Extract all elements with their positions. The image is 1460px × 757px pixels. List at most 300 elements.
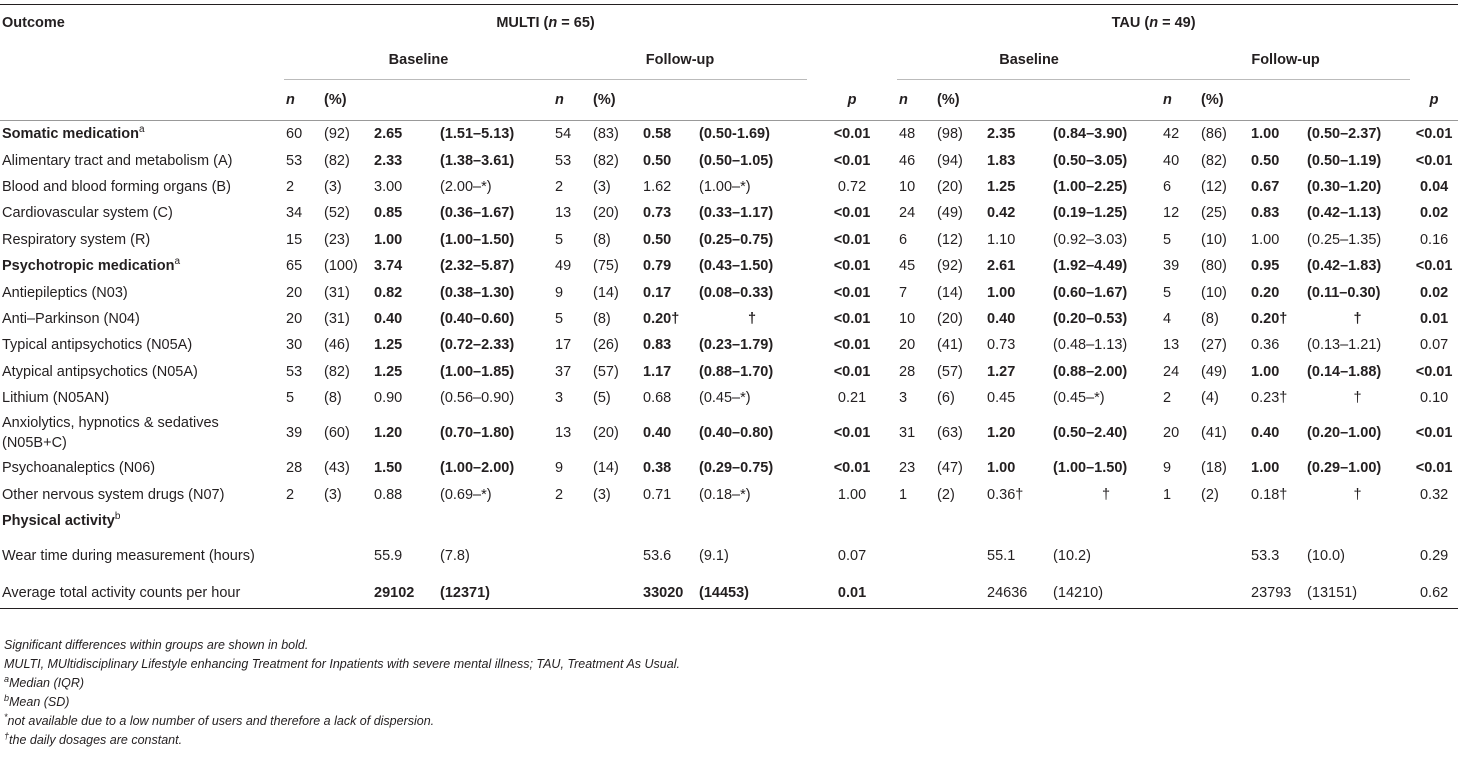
table-cell: <0.01 (833, 310, 871, 327)
table-cell: (0.50–1.05) (699, 152, 774, 169)
table-cell: <0.01 (1415, 152, 1453, 169)
table-cell (1199, 578, 1249, 609)
table-cell: <0.01 (833, 363, 871, 380)
table-cell: 0.95 (1251, 258, 1280, 275)
table-cell (284, 508, 322, 534)
table-cell: 0.73 (643, 205, 672, 222)
row-label: Respiratory system (R) (2, 231, 151, 248)
row-label: Anxiolytics, hypnotics & sedatives (N05B+C) (2, 415, 219, 452)
table-cell: 1.25 (374, 337, 403, 354)
table-cell: 0.36 (1251, 337, 1280, 354)
table-cell: <0.01 (833, 126, 871, 143)
table-cell (1410, 508, 1458, 534)
table-cell: 3 (555, 390, 564, 407)
table-cell: (80) (1201, 258, 1227, 275)
table-cell: 20 (899, 337, 916, 354)
table-cell: 53.6 (643, 548, 672, 565)
table-cell: 0.40 (1251, 425, 1280, 442)
table-cell: 2.65 (374, 126, 403, 143)
table-cell: (0.48–1.13) (1053, 337, 1128, 354)
table-cell: (14) (593, 460, 619, 477)
header-n: n (553, 80, 591, 121)
table-cell: 34 (286, 205, 303, 222)
table-cell: † (1353, 310, 1362, 327)
table-cell: 0.07 (837, 548, 867, 565)
table-cell: (0.30–1.20) (1307, 178, 1382, 195)
table-cell: 28 (286, 460, 303, 477)
table-cell: (1.00–1.85) (440, 363, 515, 380)
table-cell: (23) (324, 231, 350, 248)
table-cell: 0.58 (643, 126, 672, 143)
table-cell: 0.23† (1251, 390, 1288, 407)
table-cell: (0.60–1.67) (1053, 284, 1128, 301)
table-cell: (6) (937, 390, 955, 407)
table-row (0, 147, 1458, 173)
table-cell: 1.00 (1251, 126, 1280, 143)
table-cell: (3) (593, 486, 611, 503)
table-cell: 42 (1163, 126, 1180, 143)
table-cell: 5 (1163, 284, 1172, 301)
table-cell: † (1353, 486, 1362, 503)
table-cell: (75) (593, 258, 619, 275)
table-cell: (14453) (697, 578, 807, 609)
header-outcome: Outcome (0, 5, 284, 42)
table-cell: 13 (555, 425, 572, 442)
table-cell: 10 (899, 310, 916, 327)
table-cell: 0.88 (374, 486, 403, 503)
table-cell: (2.32–5.87) (440, 258, 515, 275)
table-row (0, 306, 1458, 332)
table-cell: 4 (1163, 310, 1172, 327)
row-label: Psychotropic medication$^a$ (2, 256, 180, 275)
row-label: Anti–Parkinson (N04) (2, 310, 140, 327)
table-cell: (0.13–1.21) (1307, 337, 1382, 354)
table-cell: 0.62 (1410, 578, 1458, 609)
table-cell: (82) (1201, 152, 1227, 169)
table-cell: (7.8) (440, 548, 470, 565)
table-row (0, 411, 1458, 455)
table-cell: (63) (937, 425, 963, 442)
table-cell: 0.73 (987, 337, 1016, 354)
table-cell: 1.00 (837, 486, 867, 503)
table-cell (1199, 508, 1249, 534)
table-cell: 0.20† (1251, 310, 1288, 327)
table-cell: 0.40 (374, 310, 403, 327)
table-row (0, 482, 1458, 508)
table-cell: (82) (324, 363, 350, 380)
table-cell: (57) (937, 363, 963, 380)
table-cell: 53 (286, 152, 303, 169)
table-cell: 54 (555, 126, 572, 143)
table-cell: 1.00 (1251, 231, 1280, 248)
table-cell: 5 (286, 390, 295, 407)
row-label: Psychoanaleptics (N06) (2, 460, 156, 477)
table-cell: (0.92–3.03) (1053, 231, 1128, 248)
table-cell: (0.36–1.67) (440, 205, 515, 222)
table-cell: (0.43–1.50) (699, 258, 774, 275)
table-cell (897, 578, 935, 609)
table-cell: (2.00–*) (440, 178, 492, 195)
table-row (0, 508, 1458, 534)
table-cell: <0.01 (833, 284, 871, 301)
table-cell (322, 534, 372, 578)
table-cell: <0.01 (833, 152, 871, 169)
header-pct: (%) (935, 80, 985, 121)
table-cell: 0.42 (987, 205, 1016, 222)
table-cell: 0.10 (1419, 390, 1449, 407)
header-multi-followup: Follow-up (553, 41, 807, 80)
table-cell: <0.01 (1415, 363, 1453, 380)
row-label: Atypical antipsychotics (N05A) (2, 363, 198, 380)
table-cell: 20 (286, 310, 303, 327)
table-cell: 0.21 (837, 390, 867, 407)
table-cell: (0.08–0.33) (699, 284, 774, 301)
table-cell: (0.29–1.00) (1307, 460, 1382, 477)
table-cell: <0.01 (1415, 460, 1453, 477)
table-cell: (82) (324, 152, 350, 169)
table-cell: (83) (593, 126, 619, 143)
table-cell: (0.50-1.69) (699, 126, 770, 143)
table-cell: (12371) (438, 578, 553, 609)
table-cell: 1.00 (987, 284, 1016, 301)
table-cell: 30 (286, 337, 303, 354)
table-cell: (0.42–1.83) (1307, 258, 1382, 275)
table-cell: 39 (286, 425, 303, 442)
table-cell (897, 508, 935, 534)
row-label: Wear time during measurement (hours) (2, 548, 255, 565)
table-cell (322, 578, 372, 609)
footnote-b: $^b$Mean (SD) (4, 692, 70, 709)
table-cell: (43) (324, 460, 350, 477)
table-cell: 1.00 (1251, 363, 1280, 380)
table-cell: 2 (286, 178, 295, 195)
header-multi-baseline: Baseline (284, 41, 553, 80)
table-cell (935, 508, 985, 534)
table-cell: <0.01 (1415, 425, 1453, 442)
table-cell (591, 578, 641, 609)
row-label: Antiepileptics (N03) (2, 284, 128, 301)
table-cell (553, 508, 591, 534)
table-cell: <0.01 (833, 205, 871, 222)
table-cell: 1.27 (987, 363, 1016, 380)
header-multi: MULTI (n = 65) (496, 15, 595, 31)
table-cell: 1.00 (987, 460, 1016, 477)
table-row (0, 227, 1458, 253)
table-cell: 0.40 (987, 310, 1016, 327)
table-cell (553, 578, 591, 609)
table-cell: 2 (286, 486, 295, 503)
table-cell: (0.18–*) (699, 486, 751, 503)
table-cell: 1.25 (374, 363, 403, 380)
table-cell: 24 (1163, 363, 1180, 380)
table-cell: (0.20–1.00) (1307, 425, 1382, 442)
table-cell: 3 (899, 390, 908, 407)
table-cell: 0.32 (1419, 486, 1449, 503)
table-cell: (0.25–1.35) (1307, 231, 1382, 248)
table-cell: 9 (1163, 460, 1172, 477)
table-cell: (14) (593, 284, 619, 301)
footnote-abbrev: MULTI, MUltidisciplinary Lifestyle enhancing Treatment for Inpatients with severe mental illness; TAU, Treatment As Usual. (4, 657, 680, 671)
table-cell: (100) (324, 258, 358, 275)
table-cell: 53 (286, 363, 303, 380)
table-row (0, 534, 1458, 578)
table-cell: (60) (324, 425, 350, 442)
table-cell: (49) (937, 205, 963, 222)
table-cell (1161, 578, 1199, 609)
table-cell: 0.40 (643, 425, 672, 442)
table-cell: (12) (1201, 178, 1227, 195)
footnote-a: $^a$Median (IQR) (4, 673, 85, 690)
table-cell (284, 578, 322, 609)
table-cell: (0.45–*) (699, 390, 751, 407)
table-cell: 31 (899, 425, 916, 442)
table-row (0, 174, 1458, 200)
table-cell: (0.25–0.75) (699, 231, 774, 248)
table-cell: <0.01 (833, 425, 871, 442)
header-pct: (%) (322, 80, 372, 121)
table-row (0, 359, 1458, 385)
table-cell: 0.83 (1251, 205, 1280, 222)
table-cell: (3) (324, 178, 342, 195)
table-cell (591, 534, 641, 578)
table-cell: 9 (555, 460, 564, 477)
table-cell: (41) (1201, 425, 1227, 442)
table-cell: 5 (1163, 231, 1172, 248)
table-cell (935, 578, 985, 609)
table-cell: 0.07 (1419, 337, 1449, 354)
table-cell: 24636 (985, 578, 1051, 609)
table-cell: (10.2) (1053, 548, 1091, 565)
table-cell: (0.88–2.00) (1053, 363, 1128, 380)
table-cell: 10 (899, 178, 916, 195)
table-cell: (0.72–2.33) (440, 337, 515, 354)
table-cell: 0.67 (1251, 178, 1280, 195)
table-cell (1305, 508, 1410, 534)
table-cell: (1.00–*) (699, 178, 751, 195)
header-tau: TAU (n = 49) (1111, 15, 1196, 31)
table-cell: (18) (1201, 460, 1227, 477)
table-cell: (9.1) (699, 548, 729, 565)
table-cell: 28 (899, 363, 916, 380)
table-cell: (20) (593, 205, 619, 222)
table-cell: 23 (899, 460, 916, 477)
table-cell: 0.20† (643, 310, 680, 327)
table-cell: 17 (555, 337, 572, 354)
table-cell: (1.92–4.49) (1053, 258, 1128, 275)
table-cell: 1.25 (987, 178, 1016, 195)
table-cell: † (1353, 390, 1362, 407)
table-cell: 2 (555, 486, 564, 503)
footnote-star: *not available due to a low number of users and therefore a lack of dispersion. (4, 711, 435, 728)
footnote-bold: Significant differences within groups are shown in bold. (4, 638, 309, 652)
table-cell: 2.61 (987, 258, 1016, 275)
table-cell: 0.36† (987, 486, 1024, 503)
table-cell: (0.11–0.30) (1307, 284, 1381, 301)
table-cell: 0.85 (374, 205, 403, 222)
table-cell: 0.82 (374, 284, 403, 301)
table-cell: 29102 (372, 578, 438, 609)
table-cell: (2) (937, 486, 955, 503)
table-cell: 7 (899, 284, 908, 301)
table-cell: (0.40–0.60) (440, 310, 515, 327)
header-p: p (1410, 80, 1458, 121)
table-cell: † (1102, 486, 1111, 503)
table-cell: (46) (324, 337, 350, 354)
table-cell: 13 (1163, 337, 1180, 354)
table-cell: (0.20–0.53) (1053, 310, 1128, 327)
row-label: Somatic medication$^a$ (2, 124, 145, 143)
table-cell: 3.74 (374, 258, 403, 275)
table-cell: (8) (593, 231, 611, 248)
table-cell (1199, 534, 1249, 578)
table-cell: (0.23–1.79) (699, 337, 774, 354)
table-cell: (27) (1201, 337, 1227, 354)
row-label: Typical antipsychotics (N05A) (2, 337, 193, 354)
table-row (0, 279, 1458, 305)
table-cell: 24 (899, 205, 916, 222)
table-cell (641, 508, 697, 534)
table-cell: † (747, 310, 757, 327)
header-pct: (%) (591, 80, 641, 121)
row-label: Alimentary tract and metabolism (A) (2, 152, 233, 169)
table-cell: 1.00 (1251, 460, 1280, 477)
table-cell: (0.56–0.90) (440, 390, 515, 407)
row-label: Physical activity$^b$ (2, 511, 121, 530)
table-cell: (0.33–1.17) (699, 205, 774, 222)
table-cell: (1.00–1.50) (1053, 460, 1128, 477)
table-cell: 48 (899, 126, 916, 143)
table-cell: 20 (1163, 425, 1180, 442)
table-row (0, 121, 1458, 148)
table-cell: 0.20 (1251, 284, 1280, 301)
table-cell: 20 (286, 284, 303, 301)
table-cell: (0.14–1.88) (1307, 363, 1382, 380)
table-cell: (12) (937, 231, 963, 248)
table-cell: (1.00–2.00) (440, 460, 515, 477)
table-cell: 1.50 (374, 460, 403, 477)
table-cell: 55.9 (374, 548, 403, 565)
table-cell (553, 534, 591, 578)
table-cell: 1.62 (643, 178, 672, 195)
table-cell: 46 (899, 152, 916, 169)
table-cell: 55.1 (987, 548, 1016, 565)
table-cell: (0.69–*) (440, 486, 492, 503)
table-cell: 6 (1163, 178, 1172, 195)
header-n: n (1161, 80, 1199, 121)
table-cell: (0.45–*) (1053, 390, 1105, 407)
header-pct: (%) (1199, 80, 1249, 121)
table-cell: (98) (937, 126, 963, 143)
table-cell: 1.20 (987, 425, 1016, 442)
table-cell: (0.50–2.37) (1307, 126, 1382, 143)
table-row (0, 385, 1458, 411)
table-cell: <0.01 (833, 231, 871, 248)
table-cell: 2 (555, 178, 564, 195)
table-cell: (25) (1201, 205, 1227, 222)
table-cell: (1.38–3.61) (440, 152, 515, 169)
table-cell: (8) (593, 310, 611, 327)
table-cell: (0.38–1.30) (440, 284, 515, 301)
table-cell: (10.0) (1307, 548, 1345, 565)
table-cell (697, 508, 807, 534)
table-cell (807, 508, 897, 534)
table-cell: 0.17 (643, 284, 672, 301)
table-cell: 49 (555, 258, 572, 275)
table-cell (372, 508, 438, 534)
table-cell: 15 (286, 231, 303, 248)
row-label: Other nervous system drugs (N07) (2, 486, 225, 503)
table-cell: 0.50 (643, 231, 672, 248)
table-cell: (5) (593, 390, 611, 407)
footnotes (4, 636, 680, 750)
table-cell: 2 (1163, 390, 1172, 407)
table-cell: 6 (899, 231, 908, 248)
table-cell: (47) (937, 460, 963, 477)
table-cell: (57) (593, 363, 619, 380)
table-cell: 39 (1163, 258, 1180, 275)
table-cell: 3.00 (374, 178, 403, 195)
table-cell (1161, 508, 1199, 534)
table-cell: (3) (324, 486, 342, 503)
table-cell: <0.01 (833, 258, 871, 275)
table-cell: (31) (324, 310, 350, 327)
table-cell: (4) (1201, 390, 1219, 407)
table-cell (897, 534, 935, 578)
table-cell: 0.18† (1251, 486, 1288, 503)
table-cell: 0.38 (643, 460, 672, 477)
table-cell: (20) (937, 310, 963, 327)
table-cell: (0.19–1.25) (1053, 205, 1128, 222)
table-body (0, 121, 1458, 609)
table-cell: 0.79 (643, 258, 672, 275)
table-row (0, 253, 1458, 279)
table-cell (1051, 508, 1161, 534)
table-cell: 53.3 (1251, 548, 1280, 565)
table-cell: <0.01 (833, 337, 871, 354)
table-cell: 13 (555, 205, 572, 222)
table-cell: (14) (937, 284, 963, 301)
table-cell: 45 (899, 258, 916, 275)
table-cell: 0.02 (1419, 284, 1449, 301)
table-cell: 0.04 (1419, 178, 1449, 195)
table-row (0, 332, 1458, 358)
results-table (0, 4, 1458, 609)
table-cell: 1.83 (987, 152, 1016, 169)
table-row (0, 200, 1458, 226)
table-cell (1161, 534, 1199, 578)
table-cell (591, 508, 641, 534)
table-cell: (0.40–0.80) (699, 425, 774, 442)
table-cell: 0.01 (1419, 310, 1449, 327)
table-cell: 65 (286, 258, 303, 275)
table-cell: (82) (593, 152, 619, 169)
table-cell: (2) (1201, 486, 1219, 503)
header-tau-followup: Follow-up (1161, 41, 1410, 80)
table-cell: 0.90 (374, 390, 403, 407)
table-cell: (14210) (1051, 578, 1161, 609)
table-cell: (10) (1201, 231, 1227, 248)
table-cell: (94) (937, 152, 963, 169)
header-n: n (897, 80, 935, 121)
table-cell: 2.33 (374, 152, 403, 169)
table-cell: 0.50 (643, 152, 672, 169)
table-cell: (1.00–2.25) (1053, 178, 1128, 195)
table-cell: (31) (324, 284, 350, 301)
table-cell: 60 (286, 126, 303, 143)
table-cell: (0.70–1.80) (440, 425, 515, 442)
table-cell: <0.01 (1415, 126, 1453, 143)
table-cell: (41) (937, 337, 963, 354)
